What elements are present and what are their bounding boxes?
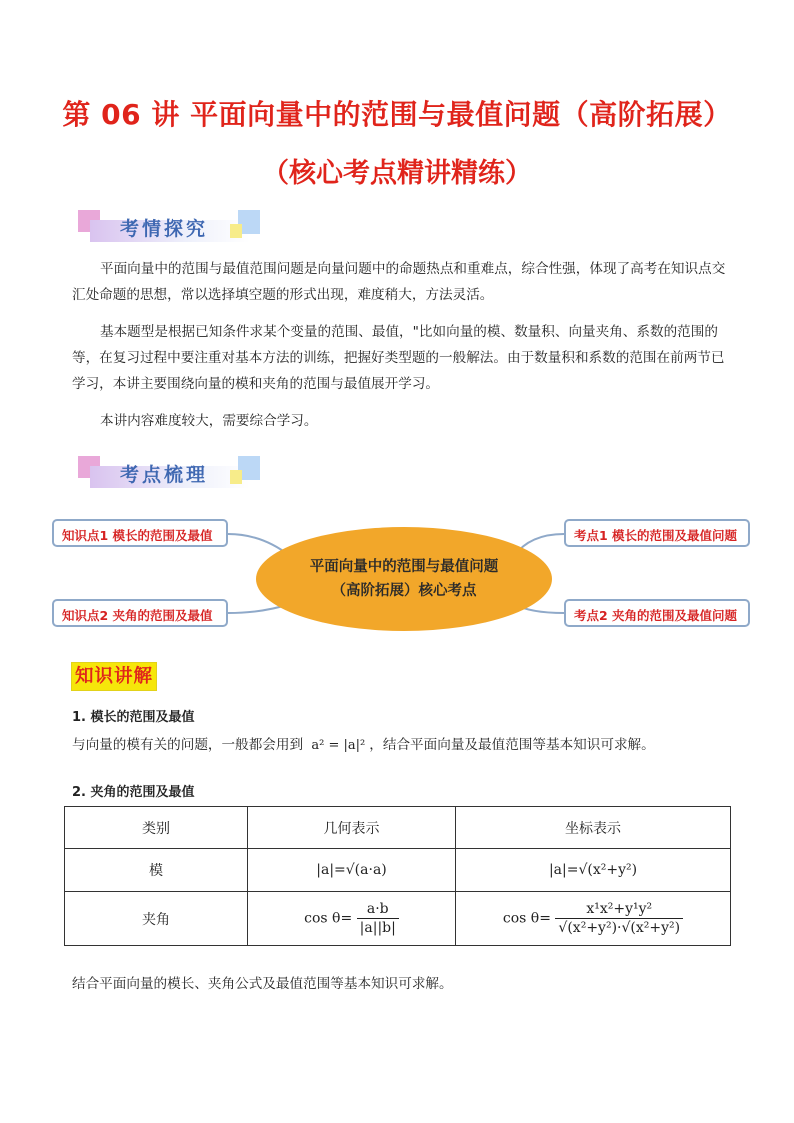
mindmap-center-node xyxy=(256,527,552,631)
modulus-explanation xyxy=(72,733,655,753)
fraction-numerator: x¹x²+y¹y² xyxy=(555,901,683,919)
section-heading-key-points xyxy=(78,456,260,490)
document-title: 第 06 讲 平面向量中的范围与最值问题（高阶拓展） xyxy=(62,98,732,131)
table-row xyxy=(65,849,731,892)
mindmap-node-label: 考点2 夹角的范围及最值问题 xyxy=(574,608,738,623)
table-cell-coordinate xyxy=(456,892,731,946)
table-row xyxy=(65,892,731,946)
mindmap-node-knowledge-2 xyxy=(52,599,228,627)
section-heading-text: 考点梳理 xyxy=(120,464,209,486)
table-cell-geometric xyxy=(248,892,456,946)
table-header-row xyxy=(65,807,731,849)
modulus-formula: a² = |a|² xyxy=(311,738,366,753)
table-cell-label: 模 xyxy=(65,849,248,892)
cos-label: cos θ= xyxy=(502,910,551,927)
table-header-cell: 坐标表示 xyxy=(456,807,731,849)
modulus-text-after: ，结合平面向量及最值范围等基本知识可求解。 xyxy=(369,737,655,753)
document-subtitle: （核心考点精讲精练） xyxy=(262,158,532,189)
mindmap-node-label: 知识点1 模长的范围及最值 xyxy=(62,528,213,543)
mindmap-node-label: 考点1 模长的范围及最值问题 xyxy=(574,528,738,543)
fraction xyxy=(555,901,683,936)
modulus-text-before: 与向量的模有关的问题，一般都会用到 xyxy=(72,737,308,753)
table-header-cell: 几何表示 xyxy=(248,807,456,849)
table-cell-coordinate: |a|=√(x²+y²) xyxy=(456,849,731,892)
paragraph-intro: 平面向量中的范围与最值范围问题是向量问题中的命题热点和重难点，综合性强，体现了高考在知识点交汇处命题的思想，常以选择填空题的形式出现，难度稍大，方法灵活。 xyxy=(72,261,726,303)
mindmap-node-knowledge-1 xyxy=(52,519,228,547)
fraction-numerator: a·b xyxy=(357,901,399,919)
fraction xyxy=(357,901,399,936)
fraction-denominator: |a||b| xyxy=(359,920,396,936)
mindmap-center-line1: 平面向量中的范围与最值问题 xyxy=(309,559,499,575)
formula-table xyxy=(64,806,731,946)
mindmap-node-label: 知识点2 夹角的范围及最值 xyxy=(62,608,213,623)
section-heading-exam-analysis xyxy=(78,210,260,244)
paragraph-question-types: 基本题型是根据已知条件求某个变量的范围、最值，"比如向量的模、数量积、向量夹角、系数的范围的等，在复习过程中要注重对基本方法的训练，把握好类型题的一般解法。由于数量积和系数的范围在前两节已学习，本讲主要围绕向量的模和夹角的范围与最值展开学习。 xyxy=(72,324,725,392)
table-cell-geometric: |a|=√(a·a) xyxy=(248,849,456,892)
cos-label: cos θ= xyxy=(304,910,353,927)
section-heading-text: 考情探究 xyxy=(120,218,209,240)
mindmap-node-topic-1 xyxy=(564,519,750,547)
paragraph-difficulty: 本讲内容难度较大，需要综合学习。 xyxy=(100,413,318,429)
conclusion-text: 结合平面向量的模长、夹角公式及最值范围等基本知识可求解。 xyxy=(72,976,453,992)
subsection-title-angle: 2. 夹角的范围及最值 xyxy=(72,785,195,800)
knowledge-explanation-text: 知识讲解 xyxy=(75,666,154,687)
mindmap-center-line2: （高阶拓展）核心考点 xyxy=(331,583,477,599)
table-header-cell: 类别 xyxy=(65,807,248,849)
knowledge-explanation-label xyxy=(71,662,157,691)
mindmap-node-topic-2 xyxy=(564,599,750,627)
subsection-title-modulus: 1. 模长的范围及最值 xyxy=(72,710,195,725)
table-cell-label: 夹角 xyxy=(65,892,248,946)
fraction-denominator: √(x²+y²)·√(x²+y²) xyxy=(558,920,681,936)
